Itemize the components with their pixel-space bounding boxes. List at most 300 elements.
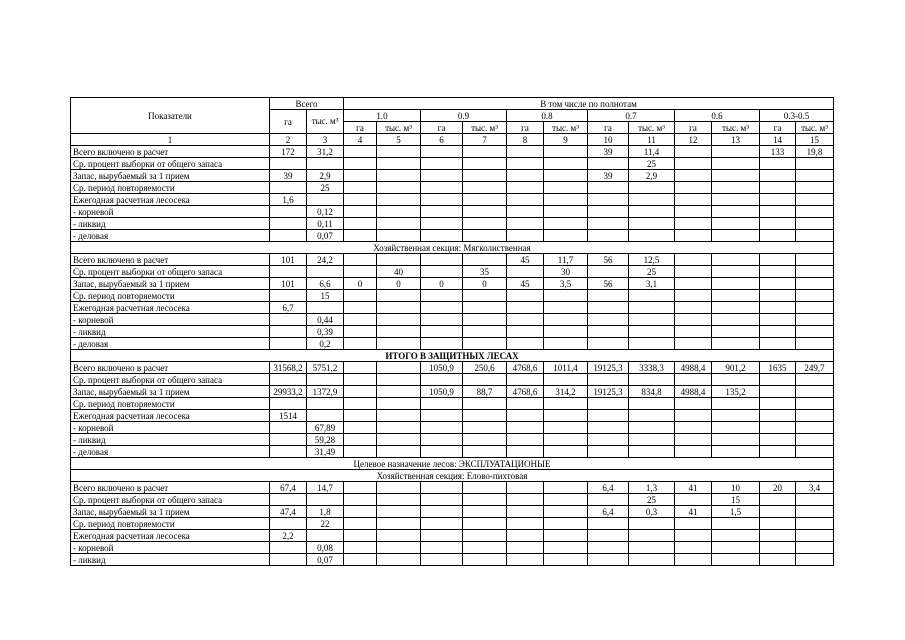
row-label: Всего включено в расчет [71,146,270,158]
table-cell [760,530,796,542]
table-cell [507,398,544,410]
table-cell [507,530,544,542]
table-cell [712,158,760,170]
table-cell [270,266,307,278]
table-cell [344,506,377,518]
table-cell [675,194,712,206]
table-cell: 0,2 [307,338,344,350]
table-cell: 31568,2 [270,362,307,374]
table-cell: 41 [675,506,712,518]
row-label: Ср. период повторяемости [71,290,270,302]
table-cell [629,398,675,410]
table-cell [675,302,712,314]
table-cell [377,374,421,386]
table-cell [675,206,712,218]
table-cell: 19125,3 [588,362,629,374]
table-cell [270,182,307,194]
table-cell [507,218,544,230]
table-row [71,146,834,158]
column-number: 2 [270,134,307,146]
table-cell [629,230,675,242]
column-number: 11 [629,134,675,146]
table-cell: 31,49 [307,446,344,458]
table-cell: 67,89 [307,422,344,434]
table-cell [507,146,544,158]
table-cell [507,506,544,518]
table-row [71,374,834,386]
row-label: Запас, вырубаемый за 1 прием [71,170,270,182]
density-header: 0.7 [588,110,675,122]
table-cell [796,554,834,566]
table-cell [270,374,307,386]
table-cell [344,542,377,554]
table-cell: 30 [544,266,588,278]
table-row [71,506,834,518]
table-cell [270,554,307,566]
row-label: Запас, вырубаемый за 1 прием [71,278,270,290]
column-number-row [71,134,834,146]
table-cell [796,278,834,290]
table-cell [270,218,307,230]
table-cell [377,194,421,206]
table-cell [307,194,344,206]
table-cell [796,326,834,338]
table-cell [377,254,421,266]
table-cell [796,158,834,170]
table-cell [544,374,588,386]
row-label: Ежегодная расчетная лесосека [71,194,270,206]
table-cell [544,326,588,338]
forest-harvest-table [70,97,834,566]
table-cell: 0,08 [307,542,344,554]
table-cell [307,410,344,422]
table-cell [544,170,588,182]
table-cell [344,410,377,422]
column-number: 15 [796,134,834,146]
row-label: - ликвид [71,434,270,446]
table-cell [377,182,421,194]
table-cell [463,158,507,170]
ha-subheader: га [421,122,463,134]
table-cell [588,206,629,218]
table-cell: 3,1 [629,278,675,290]
table-cell: 1050,9 [421,386,463,398]
table-cell [507,434,544,446]
table-cell [675,518,712,530]
table-cell [270,542,307,554]
table-cell [796,422,834,434]
header-row-1 [71,98,834,110]
table-cell [588,218,629,230]
table-cell [463,326,507,338]
table-cell [629,422,675,434]
table-cell [544,518,588,530]
table-cell [588,266,629,278]
column-number: 10 [588,134,629,146]
table-cell [712,422,760,434]
by-density-header: В том числе по полнотам [344,98,834,110]
table-cell [344,170,377,182]
table-cell: 2,9 [307,170,344,182]
table-cell [796,338,834,350]
table-cell [544,482,588,494]
table-cell [307,374,344,386]
table-cell [760,170,796,182]
table-cell [760,554,796,566]
table-cell [796,170,834,182]
table-cell: 2,2 [270,530,307,542]
table-cell [629,446,675,458]
table-cell: 0 [421,278,463,290]
table-cell: 101 [270,278,307,290]
table-cell [712,326,760,338]
table-cell [712,542,760,554]
table-cell: 0 [377,278,421,290]
table-cell: 249,7 [796,362,834,374]
table-cell [796,446,834,458]
table-cell [463,434,507,446]
table-cell [544,194,588,206]
table-cell [377,314,421,326]
table-cell [544,542,588,554]
table-cell [796,530,834,542]
table-cell [760,398,796,410]
volume-subheader: тыс. м³ [463,122,507,134]
table-cell [675,446,712,458]
table-cell: 35 [463,266,507,278]
table-cell [760,158,796,170]
table-cell [588,434,629,446]
density-header: 0.6 [675,110,760,122]
volume-subheader: тыс. м³ [796,122,834,134]
table-cell [796,386,834,398]
table-cell [712,302,760,314]
table-row [71,158,834,170]
table-cell [463,314,507,326]
table-cell: 0 [344,278,377,290]
table-row [71,290,834,302]
table-cell [507,494,544,506]
table-cell: 2,9 [629,170,675,182]
table-cell [307,158,344,170]
table-cell [421,266,463,278]
table-cell: 3,5 [544,278,588,290]
table-cell [421,554,463,566]
table-cell [796,266,834,278]
table-cell [760,374,796,386]
table-cell [796,506,834,518]
table-cell [421,326,463,338]
table-cell: 6,4 [588,506,629,518]
table-cell [307,266,344,278]
table-cell: 25 [307,182,344,194]
table-cell [377,158,421,170]
table-cell [377,386,421,398]
table-cell [344,362,377,374]
table-cell: 250,6 [463,362,507,374]
table-cell: 1,8 [307,506,344,518]
table-cell: 29933,2 [270,386,307,398]
table-cell [544,206,588,218]
row-label: - ликвид [71,218,270,230]
table-cell [344,314,377,326]
table-cell [507,182,544,194]
table-cell [507,170,544,182]
density-header: 0.3-0.5 [760,110,834,122]
table-cell [712,194,760,206]
table-cell [544,422,588,434]
table-cell [344,290,377,302]
row-label: - деловая [71,230,270,242]
table-row [71,386,834,398]
table-cell [712,266,760,278]
table-cell [507,194,544,206]
table-cell [629,302,675,314]
table-cell [544,158,588,170]
column-number: 3 [307,134,344,146]
row-label: Ежегодная расчетная лесосека [71,530,270,542]
table-cell [760,422,796,434]
table-cell [377,530,421,542]
table-row [71,482,834,494]
table-cell [760,194,796,206]
table-cell [344,374,377,386]
table-cell [544,218,588,230]
table-cell [377,290,421,302]
row-label: - ликвид [71,326,270,338]
table-cell [463,194,507,206]
table-cell [421,254,463,266]
ha-subheader: га [760,122,796,134]
table-cell: 0,07 [307,230,344,242]
table-cell [588,554,629,566]
table-cell: 39 [588,146,629,158]
table-cell [796,230,834,242]
table-cell [796,302,834,314]
column-number: 7 [463,134,507,146]
table-cell [588,326,629,338]
table-cell [463,530,507,542]
table-row [71,302,834,314]
table-cell [760,254,796,266]
table-cell [544,302,588,314]
table-cell [377,146,421,158]
table-row [71,494,834,506]
table-cell [675,146,712,158]
table-cell [712,338,760,350]
table-row [71,422,834,434]
table-cell [421,182,463,194]
table-cell: 4768,6 [507,362,544,374]
table-cell: 901,2 [712,362,760,374]
table-cell [463,146,507,158]
table-cell [588,518,629,530]
table-cell [760,506,796,518]
table-cell: 1,5 [712,506,760,518]
table-cell: 20 [760,482,796,494]
table-cell [760,278,796,290]
table-cell: 15 [307,290,344,302]
table-cell [307,398,344,410]
table-cell [544,314,588,326]
table-cell [760,386,796,398]
total-ha-header: га [270,110,307,134]
table-cell: 41 [675,482,712,494]
table-cell [344,446,377,458]
table-cell: 101 [270,254,307,266]
table-cell [463,554,507,566]
table-cell [544,146,588,158]
table-cell [377,410,421,422]
table-cell [760,446,796,458]
table-cell [629,326,675,338]
section-heading-row [71,242,834,254]
table-cell [588,398,629,410]
table-cell: 11,4 [629,146,675,158]
volume-subheader: тыс. м³ [629,122,675,134]
table-cell [421,398,463,410]
row-label: Ежегодная расчетная лесосека [71,302,270,314]
column-number: 4 [344,134,377,146]
table-row [71,218,834,230]
table-cell: 10 [712,482,760,494]
table-cell [712,290,760,302]
table-cell [463,410,507,422]
table-cell: 1514 [270,410,307,422]
volume-subheader: тыс. м³ [544,122,588,134]
column-number: 9 [544,134,588,146]
table-cell [588,374,629,386]
table-cell [463,182,507,194]
table-cell [421,482,463,494]
table-cell [421,194,463,206]
table-cell [760,410,796,422]
section-total-heading: ИТОГО В ЗАЩИТНЫХ ЛЕСАХ [71,350,834,362]
table-cell [507,266,544,278]
table-cell [421,314,463,326]
table-cell [675,326,712,338]
table-cell [712,398,760,410]
row-label: Ср. период повторяемости [71,518,270,530]
table-cell [377,542,421,554]
table-cell [712,218,760,230]
table-cell [760,518,796,530]
table-cell [307,302,344,314]
table-cell: 6,4 [588,482,629,494]
table-cell [675,170,712,182]
row-label: Ср. процент выборки от общего запаса [71,158,270,170]
table-cell [675,434,712,446]
row-label: - деловая [71,338,270,350]
table-cell [463,170,507,182]
table-cell [712,410,760,422]
table-cell: 25 [629,494,675,506]
row-label: - корневой [71,542,270,554]
table-cell [760,218,796,230]
table-cell [675,218,712,230]
table-cell [377,398,421,410]
table-cell: 47,4 [270,506,307,518]
table-cell [675,410,712,422]
table-cell [377,218,421,230]
table-cell [344,530,377,542]
table-cell [307,494,344,506]
table-cell: 24,2 [307,254,344,266]
table-cell [588,530,629,542]
table-cell [712,446,760,458]
table-row [71,446,834,458]
table-cell [796,182,834,194]
table-cell [544,410,588,422]
table-cell [588,230,629,242]
ha-subheader: га [344,122,377,134]
table-cell [344,386,377,398]
section-heading: Целевое назначение лесов: ЭКСПЛУАТАЦИОНЫЕ [71,458,834,470]
table-cell: 172 [270,146,307,158]
table-cell [421,494,463,506]
table-cell [629,518,675,530]
ha-subheader: га [588,122,629,134]
table-row [71,338,834,350]
table-cell [344,218,377,230]
table-cell [270,206,307,218]
table-cell [544,398,588,410]
table-cell [760,434,796,446]
section-heading: Хозяйственная секция: Елово-пихтовая [71,470,834,482]
table-cell [588,194,629,206]
table-cell: 39 [270,170,307,182]
table-cell [712,170,760,182]
table-cell: 40 [377,266,421,278]
table-cell [760,302,796,314]
row-label: - деловая [71,446,270,458]
table-cell: 15 [712,494,760,506]
table-cell: 0,39 [307,326,344,338]
table-cell [307,530,344,542]
section-heading: Хозяйственная секция: Мягколиственная [71,242,834,254]
table-cell: 0 [463,278,507,290]
table-cell [344,518,377,530]
row-label: - корневой [71,422,270,434]
table-cell [377,170,421,182]
table-cell [344,146,377,158]
table-cell [377,506,421,518]
table-cell [463,506,507,518]
table-cell: 0,11 [307,218,344,230]
table-row [71,542,834,554]
table-cell [377,338,421,350]
table-cell [344,422,377,434]
table-cell [377,422,421,434]
table-row [71,326,834,338]
table-cell [344,230,377,242]
table-cell: 45 [507,278,544,290]
table-row [71,518,834,530]
table-cell: 4988,4 [675,362,712,374]
total-volume-header: тыс. м³ [307,110,344,134]
table-cell: 22 [307,518,344,530]
table-row [71,434,834,446]
section-heading-row [71,350,834,362]
table-cell [796,410,834,422]
table-cell: 59,28 [307,434,344,446]
table-cell: 834,8 [629,386,675,398]
table-cell [270,326,307,338]
table-cell: 1,3 [629,482,675,494]
row-label: Ежегодная расчетная лесосека [71,410,270,422]
density-header: 0.8 [507,110,588,122]
table-cell: 31,2 [307,146,344,158]
